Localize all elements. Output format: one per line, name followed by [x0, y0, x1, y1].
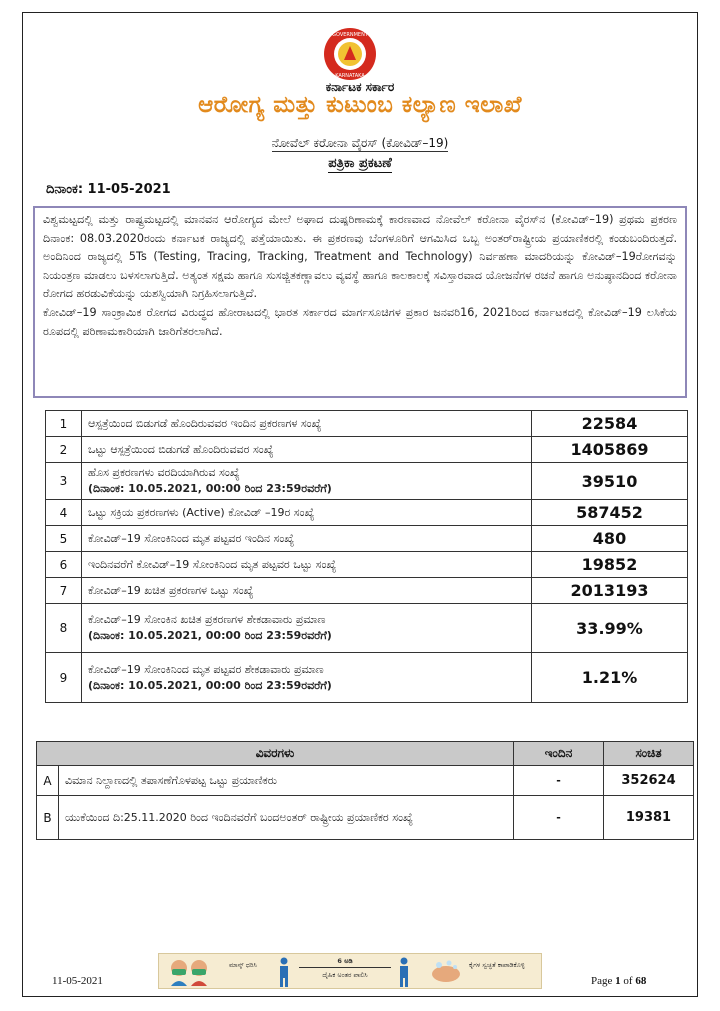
footer-date: 11-05-2021 — [52, 975, 103, 987]
document-subtitle — [0, 136, 720, 151]
row-description — [82, 411, 532, 437]
row-value: 22584 — [532, 411, 688, 437]
row-value: 1.21% — [532, 653, 688, 703]
page-prefix: Page — [591, 975, 613, 987]
emblem-text-top: GOVERNMENT — [332, 32, 368, 38]
mask-label: ಮಾಸ್ಕ್ ಧರಿಸಿ — [229, 961, 257, 969]
row-letter: A — [37, 766, 59, 796]
distance-label: ದೈಹಿಕ ಅಂತರ ಪಾಲಿಸಿ — [322, 971, 368, 979]
karnataka-emblem-icon — [312, 26, 388, 82]
government-name: ಕರ್ನಾಟಕ ಸರ್ಕಾರ — [325, 80, 395, 94]
release-date: ದಿನಾಂಕ: 11-05-2021 — [46, 182, 171, 197]
row-number: 4 — [46, 500, 82, 526]
row-date-range: (ದಿನಾಂಕ: 10.05.2021, 00:00 ರಿಂದ 23:59ರವರೆಗೆ) — [88, 482, 332, 495]
row-description-text: ಒಟ್ಟು ಆಸ್ಪತ್ರೆಯಿಂದ ಬಿಡುಗಡೆ ಹೊಂದಿರುವವರ ಸಂಖ್ಯೆ — [88, 442, 274, 456]
row-today-value: - — [514, 766, 604, 796]
row-description-text: ಕೋವಿಡ್–19 ಸೋಂಕಿನ ಖಚಿತ ಪ್ರಕರಣಗಳ ಶೇಕಡಾವಾರು ಪ್ರಮಾಣ — [88, 613, 326, 626]
emblem-text-bottom: KARNATAKA — [335, 73, 365, 79]
row-letter: B — [37, 796, 59, 840]
row-value: 39510 — [532, 463, 688, 500]
person-right-icon — [397, 957, 411, 987]
row-value: 587452 — [532, 500, 688, 526]
intro-paragraph-1: ವಿಶ್ವಮಟ್ಟದಲ್ಲಿ ಮತ್ತು ರಾಷ್ಟ್ರಮಟ್ಟದಲ್ಲಿ ಮಾನವನ ಆರೋಗ್ಯದ ಮೇಲೆ ಅಘಾದ ದುಷ್ಪರಿಣಾಮಕ್ಕೆ ಕಾರಣವಾದ ನೋವೆಲ್ ಕರೋನಾ ವೈರಸ್‌ನ (ಕೋವಿಡ್–19) ಪ್ರಥಮ ಪ್ರಕರಣ ದಿನಾಂಕ: 08.03.2020ರಂದು ಕರ್ನಾಟಕ ರಾಜ್ಯದಲ್ಲಿ ಪತ್ತೆಯಾಯಿತು. ಈ ಪ್ರಕರಣವು ಬೆಂಗಳೂರಿಗೆ ಆಗಮಿಸಿದ ಒಬ್ಬ ಅಂತರ್‌ರಾಷ್ಟ್ರೀಯ ಪ್ರಯಾಣಿಕರಲ್ಲಿ ಕಂಡುಬಂದಿರುತ್ತದೆ. ಅಂದಿನಿಂದ ರಾಜ್ಯದಲ್ಲಿ 5Ts (Testing, Tracing, Tracking, Treatment and Technology) ನಿರ್ವಹಣಾ ಮಾದರಿಯನ್ನು ಕೋವಿಡ್–19ರೋಗವನ್ನು ನಿಯಂತ್ರಣ ಮಾಡಲು ಬಳಸಲಾಗುತ್ತಿದೆ. ಅತ್ಯಂತ ಸಕ್ಷಮ ಹಾಗೂ ಸುಸಜ್ಜಿತಕಣ್ಣಾವಲು ವ್ಯವಸ್ಥೆ ಹಾಗೂ ಕಾಲಕಾಲಕ್ಕೆ ಸವಿಸ್ತಾರವಾದ ಯೋಜನೆಗಳ ರಚನೆ ಹಾಗೂ ಅನುಷ್ಠಾನದಿಂದ ಕರೋನಾ ರೋಗದ ಹರಡುವಿಕೆಯನ್ನು ಯಶಸ್ವಿಯಾಗಿ ನಿಗ್ರಹಿಸಲಾಗುತ್ತಿದೆ. — [43, 213, 677, 301]
row-description-text: ಕೋವಿಡ್–19 ಸೋಂಕಿನಿಂದ ಮೃತ ಪಟ್ಟವರ ಶೇಕಡಾವಾರು ಪ್ರಮಾಣ — [88, 662, 324, 676]
row-description — [82, 463, 532, 500]
stats-row — [46, 411, 688, 437]
row-number: 3 — [46, 463, 82, 500]
distance-value: 6 ಅಡಿ — [337, 957, 353, 965]
row-description-text: ಹೊಸ ಪ್ರಕರಣಗಳು ವರದಿಯಾಗಿರುವ ಸಂಖ್ಯೆ — [88, 466, 240, 479]
traveller-table-header — [37, 742, 694, 766]
page-total: 68 — [635, 975, 647, 987]
page-current: 1 — [615, 975, 621, 987]
department-title: ಆರೋಗ್ಯ ಮತ್ತು ಕುಟುಂಬ ಕಲ್ಯಾಣ ಇಲಾಖೆ — [198, 92, 522, 118]
row-value: 480 — [532, 526, 688, 552]
header-today: ಇಂದಿನ — [514, 742, 604, 766]
row-number: 5 — [46, 526, 82, 552]
hand-wash-label: ಕೈಗಳ ಸ್ವಚ್ಛತೆ ಕಾಪಾಡಿಕೊಳ್ಳಿ — [469, 961, 525, 969]
subtitle-text: ನೋವೆಲ್ ಕರೋನಾ ವೈರಸ್ (ಕೋವಿಡ್–19) — [271, 136, 449, 150]
covid-behaviour-banner — [158, 953, 542, 989]
stats-row — [46, 653, 688, 703]
distance-arrow — [299, 967, 391, 968]
press-release-heading — [0, 156, 720, 171]
row-date-range: (ದಿನಾಂಕ: 10.05.2021, 00:00 ರಿಂದ 23:59ರವರೆಗೆ) — [88, 629, 332, 642]
row-cumulative-value: 19381 — [604, 796, 694, 840]
row-number: 1 — [46, 411, 82, 437]
footer-page-number — [591, 975, 646, 987]
mask-people-icon — [165, 958, 215, 986]
row-description — [82, 437, 532, 463]
row-number: 8 — [46, 604, 82, 653]
row-cumulative-value: 352624 — [604, 766, 694, 796]
row-description: ಯುಕೆಯಿಂದ ದಿ:25.11.2020 ರಿಂದ ಇಂದಿನವರೆಗೆ ಬಂದಅಂತರ್ ರಾಷ್ಟ್ರೀಯ ಪ್ರಯಾಣಿಕರ ಸಂಖ್ಯೆ — [59, 796, 514, 840]
hand-wash-icon — [429, 959, 463, 985]
row-value: 1405869 — [532, 437, 688, 463]
row-description-text: ಒಟ್ಟು ಸಕ್ರಿಯ ಪ್ರಕರಣಗಳು (Active) ಕೋವಿಡ್ –19ರ ಸಂಖ್ಯೆ — [88, 505, 315, 519]
stats-row — [46, 437, 688, 463]
stats-row — [46, 552, 688, 578]
press-release-text: ಪತ್ರಿಕಾ ಪ್ರಕಟಣೆ — [328, 156, 392, 171]
stats-row — [46, 463, 688, 500]
page-of: of — [623, 975, 633, 987]
row-value: 33.99% — [532, 604, 688, 653]
row-description-text: ಇಂದಿನವರೆಗೆ ಕೋವಿಡ್–19 ಸೋಂಕಿನಿಂದ ಮೃತ ಪಟ್ಟವರ ಒಟ್ಟು ಸಂಖ್ಯೆ — [88, 557, 337, 571]
traveller-row — [37, 796, 694, 840]
stats-row — [46, 578, 688, 604]
row-description-text: ಕೋವಿಡ್–19 ಖಚಿತ ಪ್ರಕರಣಗಳ ಒಟ್ಟು ಸಂಖ್ಯೆ — [88, 583, 254, 597]
row-value: 2013193 — [532, 578, 688, 604]
row-number: 2 — [46, 437, 82, 463]
row-description — [82, 552, 532, 578]
intro-text-box — [33, 206, 687, 398]
row-description-text: ಆಸ್ಪತ್ರೆಯಿಂದ ಬಿಡುಗಡೆ ಹೊಂದಿರುವವರ ಇಂದಿನ ಪ್ರಕರಣಗಳ ಸಂಖ್ಯೆ — [88, 416, 322, 430]
header-cumulative: ಸಂಚಿತ — [604, 742, 694, 766]
row-value: 19852 — [532, 552, 688, 578]
row-number: 9 — [46, 653, 82, 703]
person-left-icon — [277, 957, 291, 987]
header-details: ವಿವರಗಳು — [37, 742, 514, 766]
covid-statistics-table — [45, 410, 688, 703]
row-description — [82, 578, 532, 604]
traveller-row — [37, 766, 694, 796]
row-description — [82, 604, 532, 653]
row-description — [82, 500, 532, 526]
stats-row — [46, 500, 688, 526]
row-today-value: - — [514, 796, 604, 840]
row-description: ವಿಮಾನ ನಿಲ್ದಾಣದಲ್ಲಿ ತಪಾಸಣೆಗೊಳಪಟ್ಟ ಒಟ್ಟು ಪ್ರಯಾಣಿಕರು — [59, 766, 514, 796]
row-number: 7 — [46, 578, 82, 604]
row-date-range: (ದಿನಾಂಕ: 10.05.2021, 00:00 ರಿಂದ 23:59ರವರೆಗೆ) — [88, 678, 332, 692]
row-number: 6 — [46, 552, 82, 578]
row-description — [82, 653, 532, 703]
traveller-screening-table — [36, 741, 694, 840]
row-description-text: ಕೋವಿಡ್–19 ಸೋಂಕಿನಿಂದ ಮೃತ ಪಟ್ಟವರ ಇಂದಿನ ಸಂಖ್ಯೆ — [88, 531, 295, 545]
stats-row — [46, 604, 688, 653]
intro-paragraph-2: ಕೋವಿಡ್–19 ಸಾಂಕ್ರಾಮಿಕ ರೋಗದ ವಿರುದ್ಧದ ಹೋರಾಟದಲ್ಲಿ ಭಾರತ ಸರ್ಕಾರದ ಮಾರ್ಗಸೂಚಿಗಳ ಪ್ರಕಾರ ಜನವರಿ16, 2021ರಿಂದ ಕರ್ನಾಟಕದಲ್ಲಿ ಕೋವಿಡ್–19 ಲಸಿಕೆಯ ರೂಪದಲ್ಲಿ ಪರಿಣಾಮಕಾರಿಯಾಗಿ ಜಾರಿಗೆತರಲಾಗಿದೆ. — [43, 305, 677, 338]
stats-row — [46, 526, 688, 552]
row-description — [82, 526, 532, 552]
